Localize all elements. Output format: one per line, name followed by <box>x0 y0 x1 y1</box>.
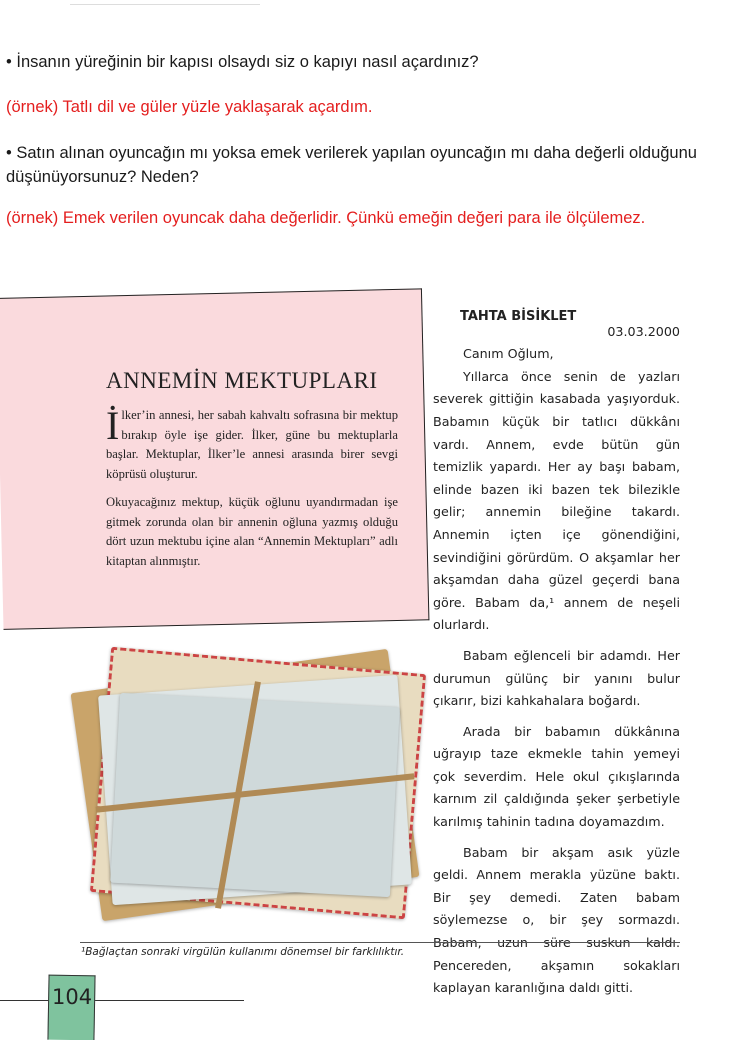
page-number: 104 <box>52 985 93 1009</box>
intro-box <box>106 368 398 580</box>
letters-bundle-image <box>75 640 430 925</box>
intro-paragraph-2: Okuyacağınız mektup, küçük oğlunu uyandırmadan işe gitmek zorunda olan bir annenin oğluna yazmış olduğu dört uzun mektubu içine alan “Annemin Mektupları” adlı kitaptan alınmıştır. <box>106 495 398 568</box>
question-2: • Satın alınan oyuncağın mı yoksa emek verilerek yapılan oyuncağın mı daha değerli olduğunu düşünüyorsunuz? Neden? <box>6 144 697 186</box>
footnote: ¹Bağlaçtan sonraki virgülün kullanımı dönemsel bir farklılıktır. <box>81 946 405 958</box>
letter-paragraph: Babam eğlenceli bir adamdı. Her durumun gülünç bir yanını bulur çıkarır, bizi kahkahalara boğardı. <box>433 647 680 709</box>
letter-greeting: Canım Oğlum, <box>463 346 554 362</box>
letter-paragraph: Arada bir babamın dükkânına uğrayıp taze ekmekle tahin yemeyi çok severdim. Hele okul çıkışlarında karnım zil çaldığında şeker şerbetiyle karılmış tahinin tadına doyamazdım. <box>433 723 680 830</box>
page-rule <box>0 1000 244 1001</box>
answer-1: (örnek) Tatlı dil ve güler yüzle yaklaşarak açardım. <box>6 98 373 116</box>
question-1: • İnsanın yüreğinin bir kapısı olsaydı siz o kapıyı nasıl açardınız? <box>6 53 479 71</box>
intro-title: ANNEMİN MEKTUPLARI <box>106 368 378 393</box>
answer-2: (örnek) Emek verilen oyuncak daha değerlidir. Çünkü emeğin değeri para ile ölçülemez. <box>6 209 646 227</box>
intro-text-1: lker’in annesi, her sabah kahvaltı sofrasına bir mektup bırakıp öyle işe gider. İlker, güne bu mektuplarla başlar. Mektuplar, İlker’le annesi arasında birer sevgi köprüsü oluşturur. <box>106 408 398 481</box>
letter-paragraph: Yıllarca önce senin de yazları severek gittiğin kasabada yaşıyorduk. Babamın küçük bir tatlıcı dükkânı vardı. Annem, evde bütün gün temizlik yapardı. Her ay başı babam, elinde bazen iki bazen tek bilezikle gelir; annemin bileğine takardı. Annemin içten içe gönendiğini, sevindiğini görürdüm. O akşamlar her akşamdan daha güzel geçerdi bana göre. Babam da,¹ annem de neşeli olurlardı. <box>433 368 680 633</box>
intro-paragraph-1 <box>106 403 398 484</box>
letter-date: 03.03.2000 <box>607 323 680 339</box>
top-rule <box>70 0 260 5</box>
footnote-rule <box>80 942 680 943</box>
letter-column <box>433 306 680 1008</box>
letter-heading: TAHTA BİSİKLET <box>460 309 577 324</box>
letter-paragraph: Babam bir akşam asık yüzle geldi. Annem merakla yüzüne baktı. Bir şey demedi. Zaten babam söylemezse o, bir şey sormazdı. Babam, uzun süre suskun kaldı. Pencereden, akşamın sokakları kaplayan karanlığına daldı gitti. <box>433 844 680 996</box>
dropcap: İ <box>106 403 120 448</box>
